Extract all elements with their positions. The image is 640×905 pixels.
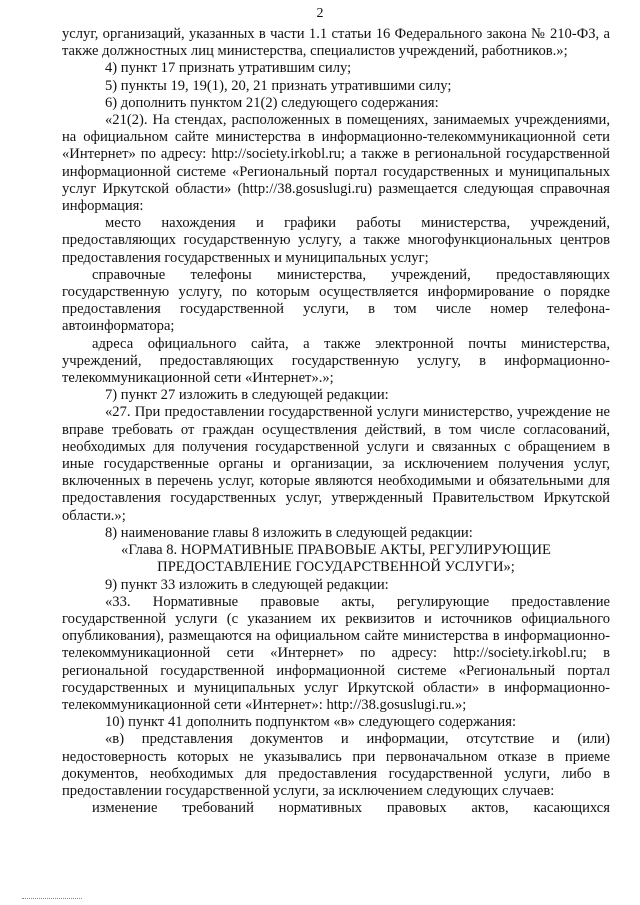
page-number: 2: [316, 6, 324, 21]
info-phones: справочные телефоны министерства, учреждений, предоставляющих государственную услугу, по которым осуществляется информирование о порядке предоставления государственной услуги, в том числе номер телефона-автоинформатора;: [62, 266, 610, 335]
paragraph-continuation: услуг, организаций, указанных в части 1.1 статьи 16 Федерального закона № 210-ФЗ, а также должностных лиц министерства, специалистов учреждений, работников.»;: [62, 26, 610, 60]
info-addresses: адреса официального сайта, а также электронной почты министерства, учреждений, предоставляющих государственную услугу, в информационно-телекоммуникационной сети «Интернет».»;: [62, 335, 610, 387]
clause-33: «33. Нормативные правовые акты, регулирующие предоставление государственной услуги (с указанием их реквизитов и источников официального опубликования), размещаются на официальном сайте министерства в информационно-телекоммуникационной сети «Интернет» по адресу: http://society.irkobl.ru; в региональной государственной информационной системе «Региональный портал государственных и муниципальных услуг Иркутской области» в информационно-телекоммуникационной сети «Интернет»: http://38.gosuslugi.ru.»;: [62, 593, 610, 713]
item-7: 7) пункт 27 изложить в следующей редакции:: [105, 387, 389, 404]
item-5: 5) пункты 19, 19(1), 20, 21 признать утратившими силу;: [105, 77, 452, 94]
subclause-v: «в) представления документов и информации, отсутствие и (или) недостоверность которых не указывались при первоначальном отказе в приеме документов, необходимых для предоставления государственной услуги, либо в предоставлении государственной услуги, за исключением следующих случаев:: [62, 731, 610, 799]
chapter-8-heading: «Глава 8. НОРМАТИВНЫЕ ПРАВОВЫЕ АКТЫ, РЕГУЛИРУЮЩИЕ ПРЕДОСТАВЛЕНИЕ ГОСУДАРСТВЕННОЙ УСЛУГИ»;: [121, 542, 551, 576]
info-location: место нахождения и графики работы министерства, учреждений, предоставляющих государственную услугу, а также многофункциональных центров предоставления государственных и муниципальных услуг;: [62, 215, 610, 266]
item-9: 9) пункт 33 изложить в следующей редакции:: [105, 576, 389, 593]
bottom-dotted-line: [22, 898, 82, 899]
last-line: изменение требований нормативных правовых актов, касающихся: [92, 800, 610, 817]
clause-21-2: «21(2). На стендах, расположенных в помещениях, занимаемых учреждениями, на официальном сайте министерства в информационно-телекоммуникационной сети «Интернет» по адресу: http://society.irkobl.ru; а также в региональной государственной информационной системе «Региональный портал государственных и муниципальных услуг Иркутской области» (http://38.gosuslugi.ru) размещается следующая справочная информация:: [62, 112, 610, 215]
item-10: 10) пункт 41 дополнить подпунктом «в» следующего содержания:: [105, 714, 517, 731]
document-body: [62, 26, 610, 817]
item-4: 4) пункт 17 признать утратившим силу;: [105, 60, 352, 77]
item-8: 8) наименование главы 8 изложить в следующей редакции:: [105, 524, 473, 541]
clause-27: «27. При предоставлении государственной услуги министерство, учреждение не вправе требовать от граждан осуществления действий, в том числе согласований, необходимых для получения государственной услуги и связанных с обращением в иные государственные органы и организации, за исключением получения услуг, включенных в перечень услуг, которые являются необходимыми и обязательными для предоставления государственных услуг, утвержденный Правительством Иркутской области.»;: [62, 404, 610, 524]
item-6: 6) дополнить пунктом 21(2) следующего содержания:: [105, 94, 439, 111]
